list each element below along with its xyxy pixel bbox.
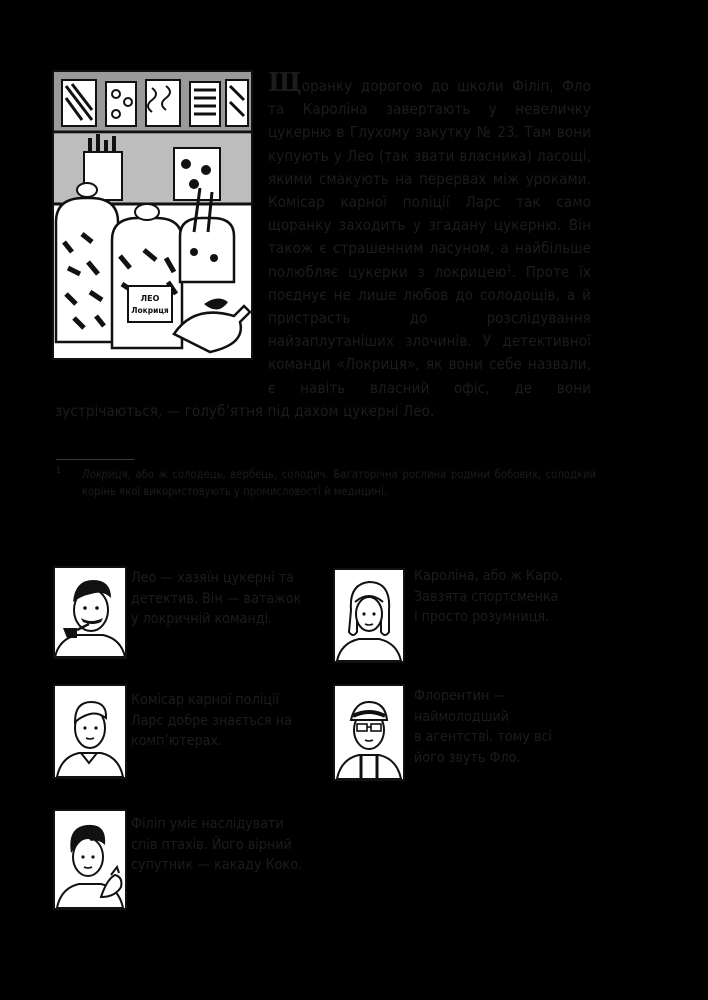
caption-lars-line: комп’ютерах. [131,733,223,749]
caption-karolina-line: Кароліна, або ж Каро. [414,568,563,584]
caption-lars-line: Ларс добре знається на [131,712,292,729]
jar-label-line2: Локриця [131,306,169,315]
caption-leo-line: Лео — хазяїн цукерні та [131,570,295,586]
portrait-flo [333,684,405,781]
caption-leo-line: у локричній команді. [131,611,273,627]
caption-karolina [414,566,563,628]
footnote [56,466,596,500]
drop-cap: Щ [268,68,302,98]
caption-leo [131,568,301,630]
caption-leo-line: детектив. Він — ватажок [131,590,302,607]
story-paragraph [55,68,591,423]
footnote-rule [56,459,134,460]
portrait-leo [53,566,127,659]
portrait-karolina [333,568,405,663]
caption-flo-line: наймолодший [414,708,509,725]
caption-karolina-line: і просто розумниця. [414,609,550,625]
caption-flo-line: Флорентин — [414,688,507,704]
caption-filip [131,814,302,876]
footnote-text: , або ж солодець, вербець, солодич. Багаторічна рослина родини бобових, солодкий корінь якої використовують у промисловості й медицині. [82,468,596,498]
portrait-lars [53,684,127,779]
caption-filip-line: Філіп уміє наслідувати [131,816,284,832]
caption-lars [131,690,292,752]
caption-flo-line: в агентстві, тому всі [414,729,552,745]
jar-label-line1: ЛЕО [140,294,160,303]
story-text-part1: оранку дорогою до школи Філіп, Фло та Кароліна завертають у невеличку цукерню в Глухому закутку № 23. Там вони купують у Лео (так звати власника) ласощі, якими смакують на перервах між уроками. Комісар карної поліції Ларс так само щоранку заходить у згадану цукерню. Він також є страшенним ласуном, а найбільше полюбляє цукерки з локрицею [268,77,591,281]
portrait-filip [53,809,127,910]
footnote-mark: 1 [56,466,62,476]
caption-flo [414,686,552,768]
story-text-part2: . Проте їх поєднує не лише любов до солодощів, а й пристрасть до розслідування найзаплутаніших злочинів. У детективної команди «Локриця», як вони себе назвали, є навіть власний офіс, де вони зустрічаються, — голуб’ятня під дахом цукерні Лео. [55,262,591,420]
caption-karolina-line: Завзята спортсменка [414,588,559,605]
caption-filip-line: спів птахів. Його вірний [131,836,292,853]
footnote-reference: 1 [506,263,512,274]
caption-lars-line: Комісар карної поліції [131,692,280,708]
illustration-spacer [55,74,268,378]
footnote-term: Локриця [82,468,128,481]
caption-flo-line: його звуть Фло. [414,749,521,766]
caption-filip-line: супутник — какаду Коко. [131,857,303,873]
